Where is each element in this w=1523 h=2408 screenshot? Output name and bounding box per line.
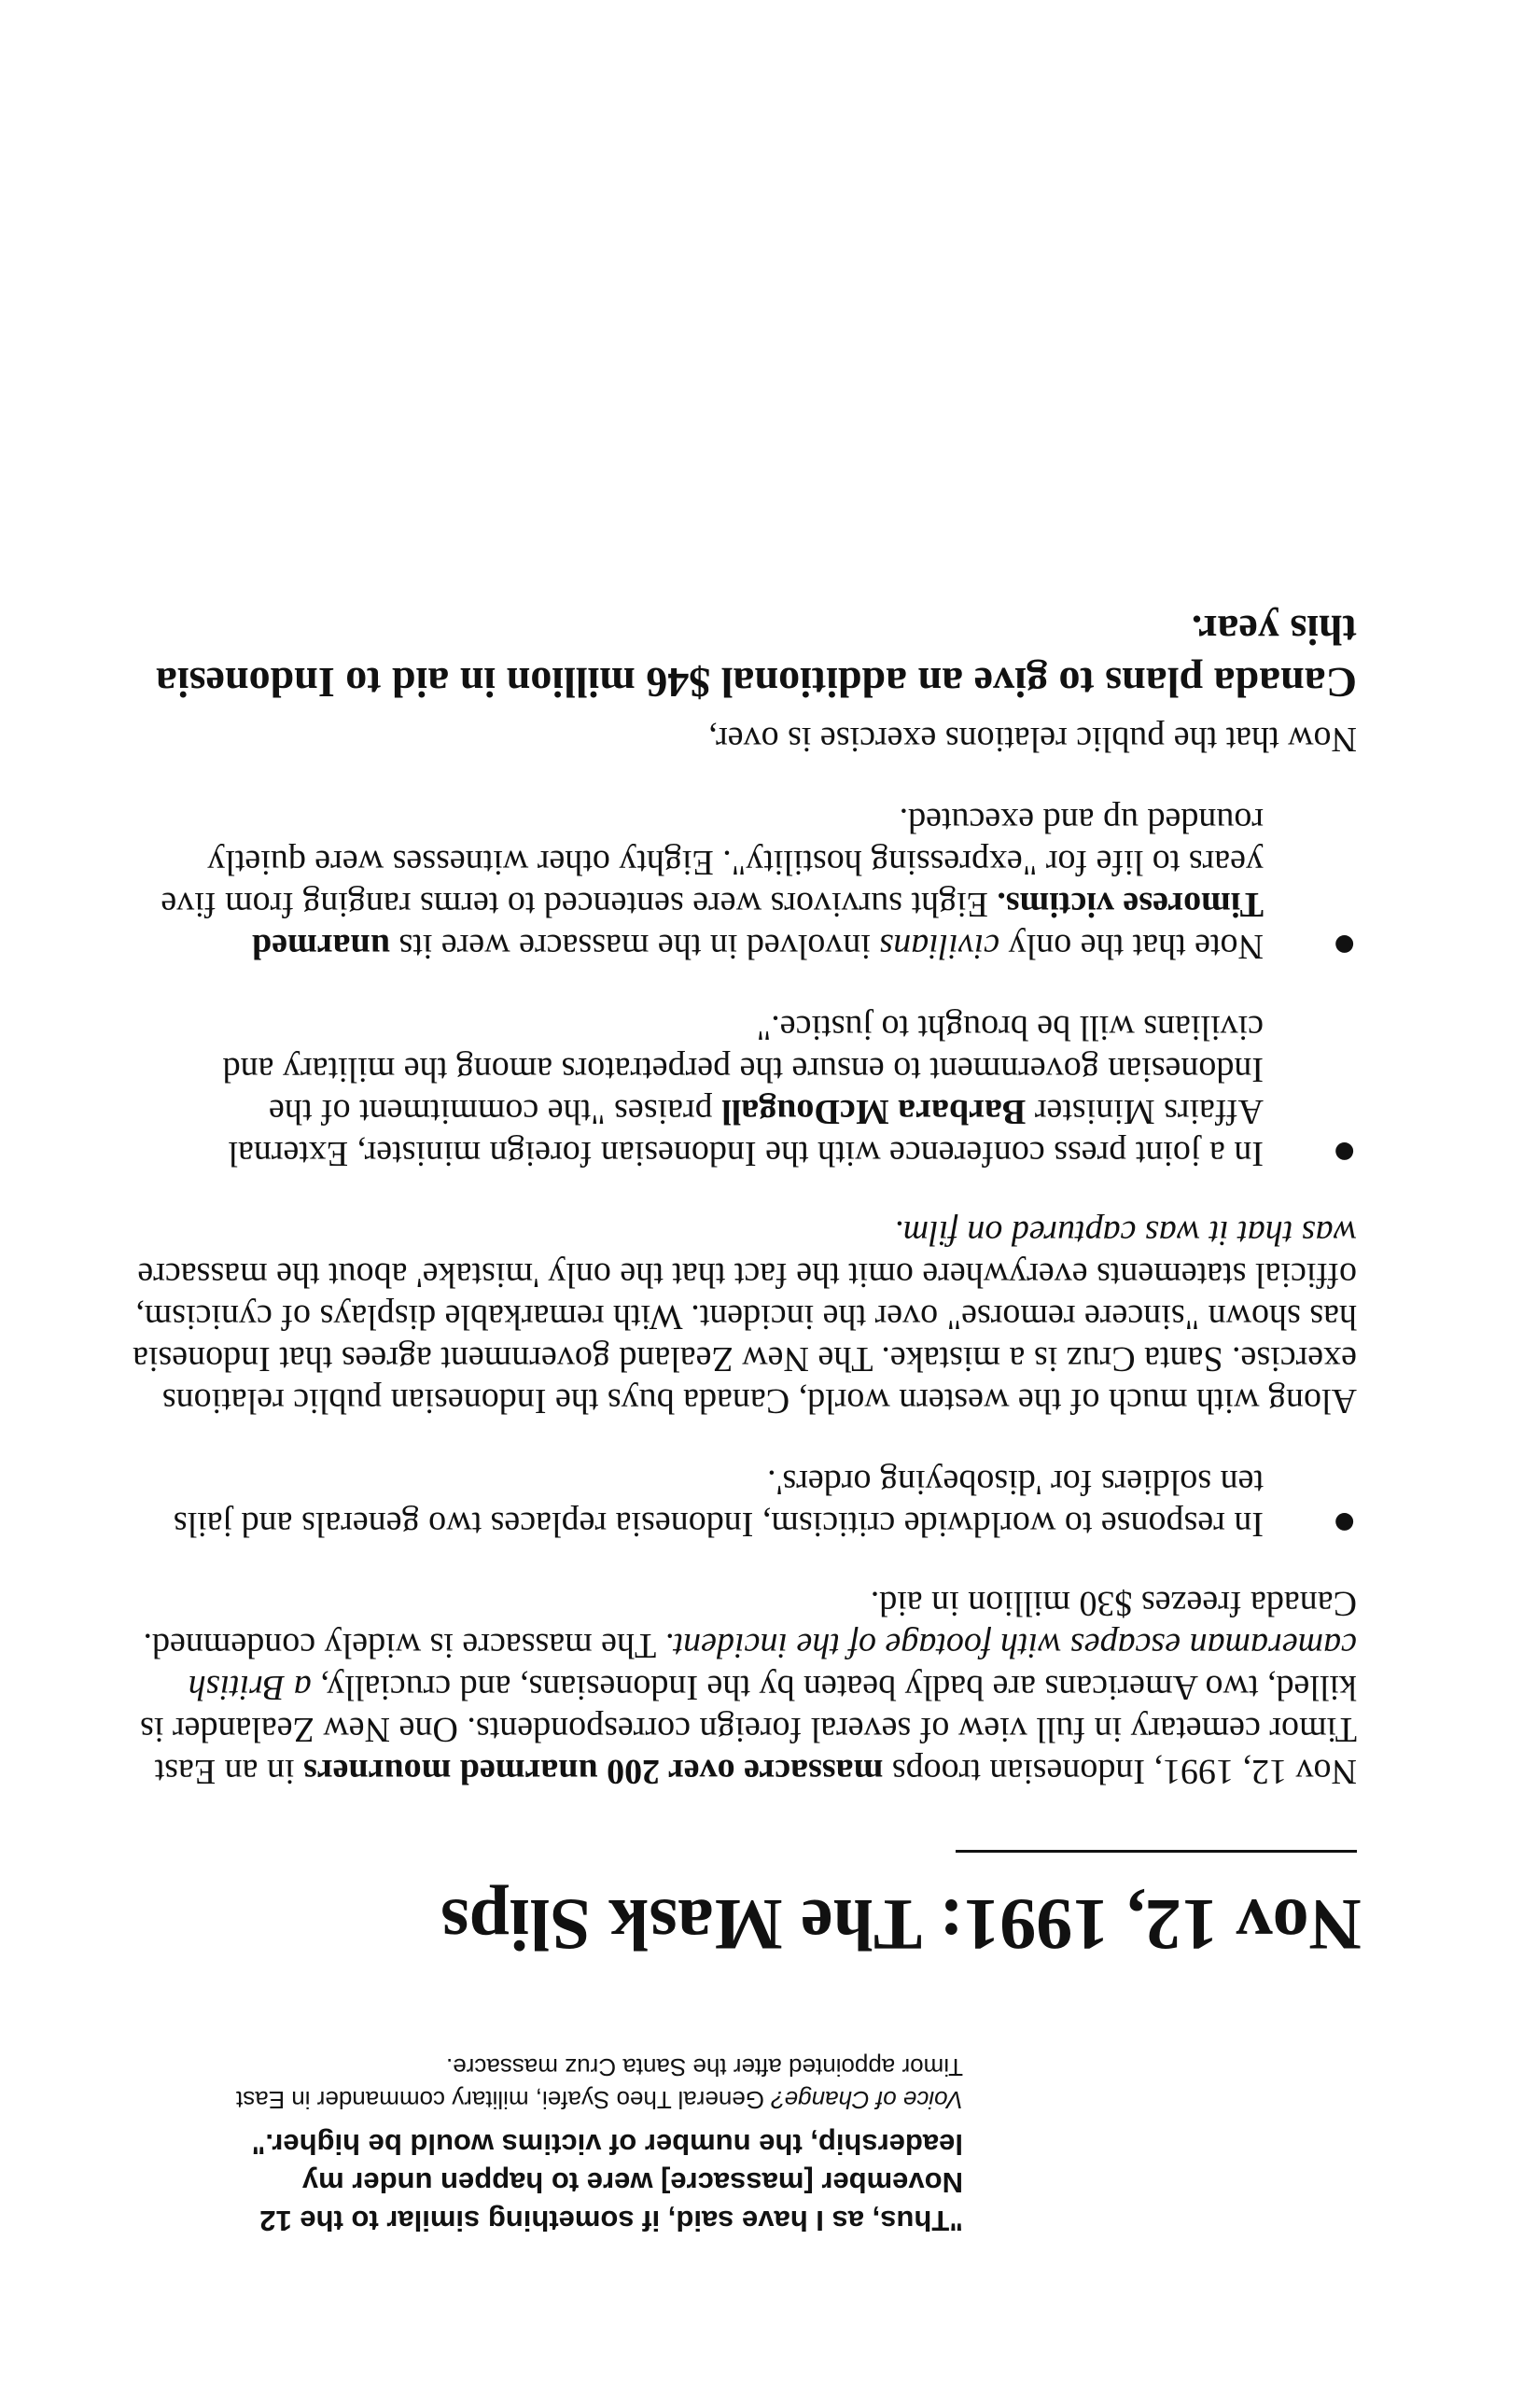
page-title: Nov 12, 1991: The Mask Slips	[440, 1884, 1362, 1966]
epigraph-quote: "Thus, as I have said, if something similar to the 12 November [massacre] were to happen under my leadership, the number of victims would be higher."	[251, 2128, 963, 2237]
bold-run: Barbara McDougall	[721, 1092, 1027, 1131]
text-run: praises "the commitment of the Indonesian government to ensure the perpetrators among the military and civilians will be brought to justice."	[222, 1008, 1264, 1131]
italic-run: civilians	[879, 927, 1000, 966]
italic-run: a British cameraman escapes with footage of the incident.	[188, 1626, 1357, 1707]
bullet-item	[125, 1461, 1357, 1545]
article-body	[125, 561, 1357, 1792]
epigraph-attribution	[198, 2051, 963, 2116]
bullet-item	[125, 799, 1357, 967]
bullet-text	[125, 1006, 1264, 1174]
bullet-text: In response to worldwide criticism, Indonesia replaces two generals and jails ten soldiers for 'disobeying orders'.	[173, 1463, 1264, 1544]
text-run: involved in the massacre were its	[389, 927, 880, 966]
paragraph-conclusion: Now that the public relations exercise is over,	[708, 720, 1357, 759]
attribution-text: General Theo Syafei, military commander in East Timor appointed after the Santa Cruz massacre.	[236, 2053, 963, 2114]
text-run: Note that the only	[999, 927, 1264, 966]
paragraph-pr-exercise	[125, 1211, 1357, 1421]
bullet-icon: ●	[1332, 1130, 1357, 1176]
paragraph-massacre	[125, 1582, 1357, 1792]
text-run: Along with much of the western world, Canada buys the Indonesian public relations exercise. Santa Cruz is a mistake. The New Zealand government agrees that Indonesia has shown "sincere remorse" over the incident. With remarkable displays of cynicism, official statements everywhere omit the fact that the only 'mistake' about the massacre	[133, 1255, 1357, 1421]
attribution-source: Voice of Change?	[771, 2086, 963, 2114]
text-run: Eight survivors were sentenced to terms ranging from five years to life for "expressing hostility". Eighty other witnesses were quietly rounded up and executed.	[161, 801, 1264, 924]
text-run: Nov 12, 1991, Indonesian troops	[883, 1752, 1357, 1791]
bullet-icon: ●	[1332, 1501, 1357, 1547]
bullet-item	[125, 1006, 1357, 1174]
bold-run: massacre over 200 unarmed mourners	[303, 1752, 884, 1791]
text-run: The massacre is widely condemned. Canada freezes $30 million in aid.	[143, 1584, 1357, 1665]
bullet-text	[125, 799, 1264, 967]
bullet-icon: ●	[1332, 923, 1357, 969]
title-underline	[956, 1850, 1357, 1853]
text-run: In a joint press conference with the Indonesian foreign minister, External Affairs Minister	[228, 1092, 1264, 1173]
closing-statement: Canada plans to give an additional $46 million in aid to Indonesia this year.	[155, 607, 1357, 707]
bold-run: unarmed Timorese victims.	[252, 885, 1264, 966]
epigraph	[198, 2051, 963, 2240]
italic-run: was that it was captured on film.	[894, 1213, 1357, 1253]
text-run: in an East Timor cemetary in full view of several foreign correspondents. One New Zealander is killed, two Americans are badly beaten by the Indonesians, and crucially,	[140, 1668, 1357, 1791]
